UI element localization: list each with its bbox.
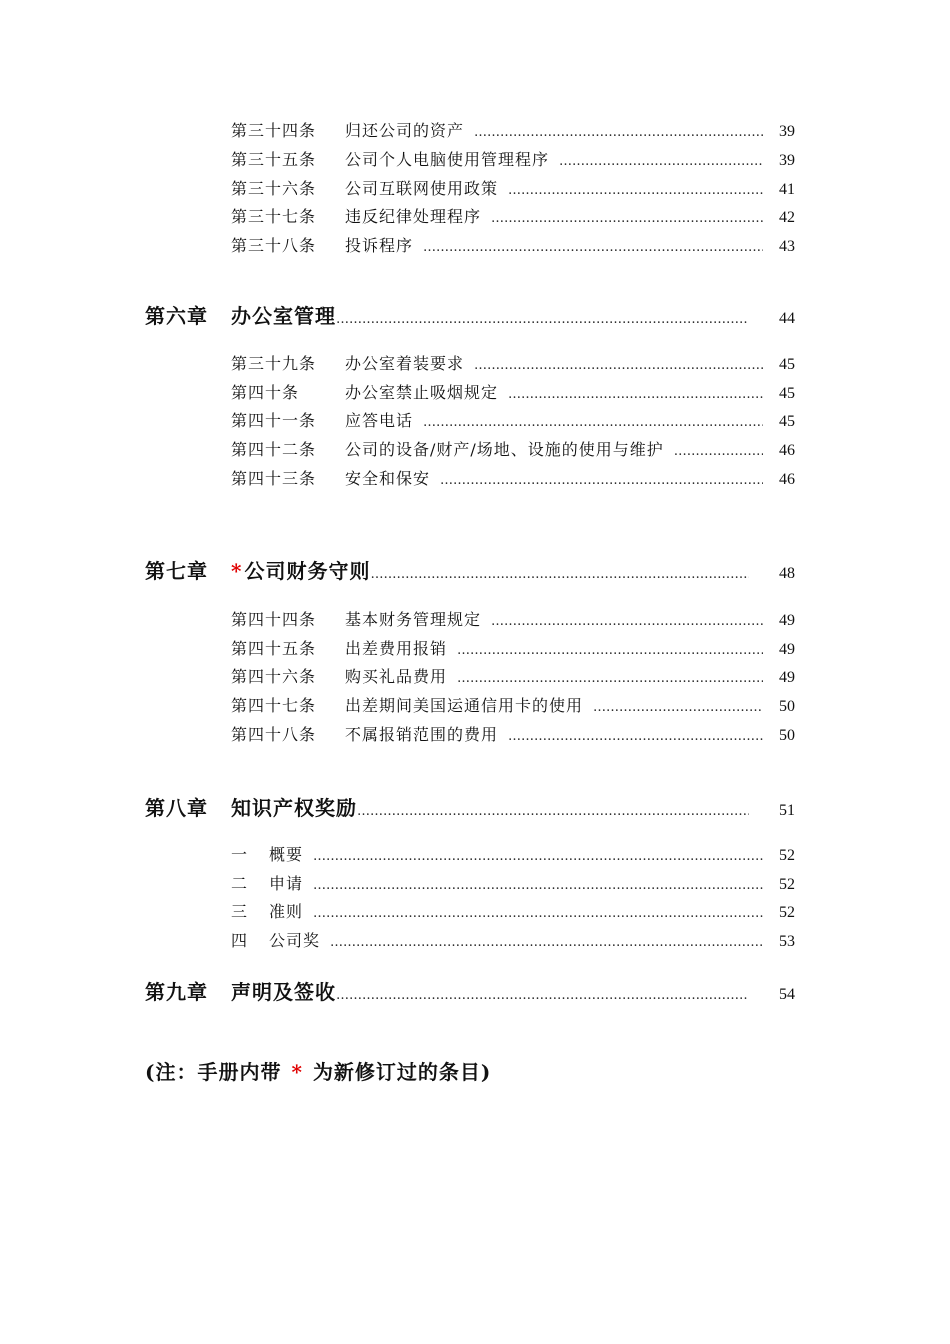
toc-chapter-6 (145, 300, 795, 326)
entry-title: 应答电话 (345, 411, 414, 430)
dot-leader (357, 804, 749, 819)
toc-entry-39 (231, 351, 795, 377)
entry-title: 不属报销范围的费用 (345, 725, 499, 744)
toc-entry-36 (231, 176, 795, 202)
entry-number: 四 (231, 931, 249, 950)
entry-page: 52 (779, 904, 795, 921)
entry-title: 归还公司的资产 (345, 121, 465, 140)
chapter-number: 第八章 (145, 796, 208, 820)
entry-page: 43 (779, 238, 795, 255)
entry-title: 办公室着装要求 (345, 354, 465, 373)
revision-star-icon: * (291, 1060, 303, 1084)
toc-entry-44 (231, 607, 795, 633)
entry-number: 第三十八条 (231, 236, 317, 255)
dot-leader (674, 444, 763, 459)
entry-page: 50 (779, 727, 795, 744)
entry-page: 41 (779, 181, 795, 198)
dot-leader (508, 183, 763, 198)
entry-page: 52 (779, 876, 795, 893)
dot-leader (593, 700, 763, 715)
entry-number: 第三十六条 (231, 179, 317, 198)
dot-leader (313, 849, 763, 864)
toc-entry-48 (231, 722, 795, 748)
dot-leader (474, 125, 763, 140)
toc-chapter-9 (145, 976, 795, 1002)
chapter-title: 知识产权奖励 (231, 796, 357, 820)
toc-entry-40 (231, 380, 795, 406)
dot-leader (440, 473, 763, 488)
entry-number: 第四十七条 (231, 696, 317, 715)
entry-page: 49 (779, 612, 795, 629)
entry-page: 53 (779, 933, 795, 950)
entry-title: 公司互联网使用政策 (345, 179, 499, 198)
dot-leader (508, 387, 763, 402)
dot-leader (491, 211, 763, 226)
entry-number: 第三十四条 (231, 121, 317, 140)
entry-number: 一 (231, 845, 249, 864)
entry-page: 42 (779, 209, 795, 226)
toc-entry-award (231, 928, 795, 954)
entry-title: 出差期间美国运通信用卡的使用 (345, 696, 584, 715)
dot-leader (336, 988, 749, 1003)
entry-title: 公司奖 (269, 931, 321, 950)
entry-page: 39 (779, 152, 795, 169)
dot-leader (474, 358, 763, 373)
entry-number: 第四十八条 (231, 725, 317, 744)
entry-title: 基本财务管理规定 (345, 610, 482, 629)
toc-entry-46 (231, 664, 795, 690)
toc-entry-criteria (231, 899, 795, 925)
chapter-page: 44 (779, 310, 795, 327)
dot-leader (423, 415, 763, 430)
chapter-number: 第六章 (145, 304, 208, 328)
entry-title: 办公室禁止吸烟规定 (345, 383, 499, 402)
entry-number: 第四十条 (231, 383, 300, 402)
dot-leader (313, 906, 763, 921)
chapter-title: 声明及签收 (231, 980, 336, 1004)
revision-note (145, 1056, 491, 1085)
dot-leader (457, 671, 763, 686)
revision-star-icon: * (231, 559, 243, 583)
entry-number: 三 (231, 902, 249, 921)
entry-title: 公司个人电脑使用管理程序 (345, 150, 550, 169)
entry-page: 45 (779, 356, 795, 373)
toc-entry-37 (231, 204, 795, 230)
entry-number: 二 (231, 874, 249, 893)
chapter-title: 办公室管理 (231, 304, 336, 328)
entry-title: 购买礼品费用 (345, 667, 448, 686)
dot-leader (313, 878, 763, 893)
entry-title: 准则 (269, 902, 304, 921)
entry-page: 45 (779, 385, 795, 402)
entry-title: 公司的设备/财产/场地、设施的使用与维护 (345, 440, 664, 459)
entry-page: 52 (779, 847, 795, 864)
entry-number: 第三十七条 (231, 207, 317, 226)
entry-number: 第四十五条 (231, 639, 317, 658)
dot-leader (491, 614, 763, 629)
toc-chapter-8 (145, 792, 795, 818)
note-prefix: (注：手册内带 (145, 1060, 282, 1084)
entry-title: 概要 (269, 845, 304, 864)
toc-entry-34 (231, 118, 795, 144)
chapter-page: 51 (779, 802, 795, 819)
dot-leader (423, 240, 763, 255)
toc-entry-43 (231, 466, 795, 492)
entry-page: 46 (779, 471, 795, 488)
toc-entry-overview (231, 842, 795, 868)
dot-leader (508, 729, 763, 744)
toc-entry-41 (231, 408, 795, 434)
chapter-number: 第九章 (145, 980, 208, 1004)
entry-number: 第四十一条 (231, 411, 317, 430)
toc-entry-apply (231, 871, 795, 897)
entry-number: 第三十九条 (231, 354, 317, 373)
dot-leader (457, 643, 763, 658)
entry-page: 46 (779, 442, 795, 459)
entry-page: 50 (779, 698, 795, 715)
dot-leader (336, 312, 749, 327)
toc-entry-47 (231, 693, 795, 719)
entry-title: 安全和保安 (345, 469, 431, 488)
entry-title: 申请 (269, 874, 304, 893)
entry-title: 出差费用报销 (345, 639, 448, 658)
entry-page: 49 (779, 641, 795, 658)
toc-chapter-7 (145, 555, 795, 581)
toc-entry-45 (231, 636, 795, 662)
entry-number: 第三十五条 (231, 150, 317, 169)
entry-number: 第四十四条 (231, 610, 317, 629)
entry-page: 45 (779, 413, 795, 430)
chapter-title-wrap (231, 555, 370, 584)
dot-leader (559, 154, 763, 169)
toc-entry-42 (231, 437, 795, 463)
chapter-number: 第七章 (145, 559, 208, 583)
toc-entry-38 (231, 233, 795, 259)
entry-number: 第四十二条 (231, 440, 317, 459)
dot-leader (330, 935, 763, 950)
note-suffix: 为新修订过的条目) (312, 1060, 492, 1084)
entry-page: 39 (779, 123, 795, 140)
toc-entry-35 (231, 147, 795, 173)
entry-page: 49 (779, 669, 795, 686)
chapter-page: 54 (779, 986, 795, 1003)
dot-leader (370, 567, 749, 582)
entry-number: 第四十六条 (231, 667, 317, 686)
chapter-title: 公司财务守则 (244, 559, 371, 583)
entry-number: 第四十三条 (231, 469, 317, 488)
entry-title: 投诉程序 (345, 236, 414, 255)
chapter-page: 48 (779, 565, 795, 582)
entry-title: 违反纪律处理程序 (345, 207, 482, 226)
